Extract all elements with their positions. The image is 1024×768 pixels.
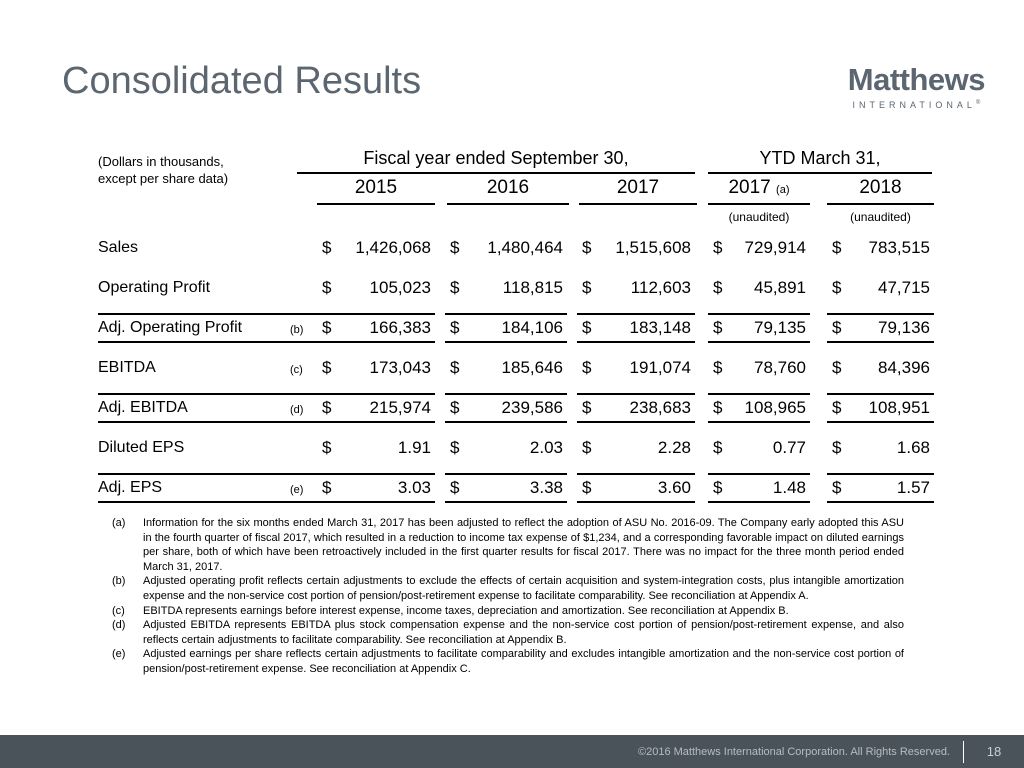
footnote-text: Adjusted EBITDA represents EBITDA plus stock compensation expense and the non-service cost portion of pension/post-retirement expense, and also reflects certain adjustments to facilitate comparability. See reconciliation at Appendix B.: [143, 619, 904, 646]
value-cell: [445, 438, 567, 458]
footnote-b: [112, 574, 904, 603]
value: 184,106: [501, 318, 563, 337]
footnote-text: Adjusted operating profit reflects certain adjustments to exclude the effects of certain acquisition and system-integration costs, plus intangible amortization expense and the non-service cost portion of pension/post-retirement expense to facilitate comparability. See reconciliation at Appendix A.: [143, 575, 904, 602]
currency-symbol: $: [832, 238, 842, 257]
table-row-ebitda: [98, 348, 934, 388]
currency-symbol: $: [450, 398, 460, 417]
currency-symbol: $: [322, 358, 332, 377]
row-label: Adj. EBITDA: [98, 399, 188, 416]
column-header-2017: 2017: [579, 177, 697, 205]
page-title: Consolidated Results: [62, 60, 422, 102]
value-cell: [445, 278, 567, 298]
value: 112,603: [630, 278, 691, 297]
value: 729,914: [744, 238, 806, 257]
column-header-2016: 2016: [447, 177, 569, 205]
currency-symbol: $: [832, 478, 842, 497]
value-cell: [708, 278, 810, 298]
row-label: Adj. EPS: [98, 479, 163, 496]
currency-symbol: $: [322, 478, 332, 497]
value: 185,646: [501, 358, 563, 377]
value: 108,965: [744, 398, 806, 417]
group-header-ytd: YTD March 31,: [708, 148, 932, 174]
table-row-operating-profit: [98, 268, 934, 308]
value-cell: [577, 438, 695, 458]
row-label: Diluted EPS: [98, 439, 185, 456]
currency-symbol: $: [450, 478, 460, 497]
row-footnote-ref: [290, 287, 317, 290]
value-cell: [577, 318, 695, 338]
value-cell: [827, 278, 934, 298]
value: 108,951: [868, 398, 930, 417]
currency-symbol: $: [713, 238, 723, 257]
row-footnote-ref: [290, 247, 317, 250]
value: 2.28: [657, 438, 691, 457]
value: 45,891: [754, 278, 806, 297]
value-cell: [827, 318, 934, 338]
value: 79,135: [754, 318, 806, 337]
unaudited-label: (unaudited): [728, 210, 790, 224]
table-row-adj-operating-profit: [98, 308, 934, 348]
value-cell: [317, 478, 435, 498]
value: 1,480,464: [487, 238, 563, 257]
currency-symbol: $: [832, 278, 842, 297]
currency-symbol: $: [450, 438, 460, 457]
value: 1,515,608: [615, 238, 691, 257]
table-header: [98, 148, 934, 228]
table-row-adj-eps: [98, 468, 934, 508]
value-cell: [827, 438, 934, 458]
value: 3.38: [529, 478, 563, 497]
currency-symbol: $: [322, 438, 332, 457]
slide-footer: [0, 735, 1024, 768]
value: 215,974: [369, 398, 431, 417]
value-cell: [708, 398, 810, 418]
value-cell: [827, 478, 934, 498]
footnote-ref-a: (a): [776, 184, 790, 196]
value-cell: [445, 318, 567, 338]
currency-symbol: $: [450, 358, 460, 377]
value: 118,815: [502, 278, 563, 297]
value-cell: [708, 438, 810, 458]
footnote-text: Information for the six months ended March 31, 2017 has been adjusted to reflect the adoption of ASU No. 2016-09. The Company early adopted this ASU in the fourth quarter of fiscal 2017, which resulted in a reduction to income tax expense of $1,234, and a corresponding favorable impact on diluted earnings per share, both of which have been retroactively included in the first quarter results for fiscal 2017. There was no impact for the three month period ended March 31, 2017.: [143, 517, 904, 573]
value-cell: [317, 398, 435, 418]
currency-symbol: $: [582, 398, 592, 417]
value: 84,396: [878, 358, 930, 377]
value: 105,023: [369, 278, 431, 297]
value-cell: [317, 438, 435, 458]
value-cell: [708, 238, 810, 258]
value: 1.91: [397, 438, 431, 457]
registered-mark: ®: [975, 99, 981, 106]
value: 47,715: [878, 278, 930, 297]
value-cell: [827, 398, 934, 418]
row-footnote-ref: (e): [290, 483, 304, 496]
footnote-e: [112, 647, 904, 676]
company-logo: [848, 64, 985, 110]
value-cell: [577, 478, 695, 498]
value-cell: [708, 318, 810, 338]
value: 78,760: [754, 358, 806, 377]
column-header-ytd-2017: 2017 (a): [708, 177, 810, 205]
footnote-text: Adjusted earnings per share reflects certain adjustments to facilitate comparability and excludes intangible amortization and the non-service cost portion of pension/post-retirement expense. See reconciliation at Appendix C.: [143, 648, 904, 675]
currency-symbol: $: [713, 318, 723, 337]
value-cell: [317, 278, 435, 298]
row-label: Operating Profit: [98, 279, 211, 296]
logo-brand-text: Matthews: [847, 62, 985, 97]
value-cell: [708, 358, 810, 378]
footnote-letter: (d): [112, 619, 126, 632]
value-cell: [445, 238, 567, 258]
value: 166,383: [369, 318, 431, 337]
currency-symbol: $: [450, 278, 460, 297]
table-row-diluted-eps: [98, 428, 934, 468]
value: 1.48: [772, 478, 806, 497]
currency-symbol: $: [713, 438, 723, 457]
currency-symbol: $: [832, 398, 842, 417]
currency-symbol: $: [322, 238, 332, 257]
value: 238,683: [629, 398, 691, 417]
footnote-letter: (b): [112, 575, 126, 588]
currency-symbol: $: [832, 438, 842, 457]
value-cell: [445, 358, 567, 378]
value-cell: [577, 238, 695, 258]
value-cell: [827, 358, 934, 378]
group-header-fiscal-year: Fiscal year ended September 30,: [297, 148, 695, 174]
currency-symbol: $: [450, 318, 460, 337]
currency-symbol: $: [713, 358, 723, 377]
row-footnote-ref: (b): [290, 323, 304, 336]
currency-symbol: $: [713, 398, 723, 417]
footnote-text: EBITDA represents earnings before interest expense, income taxes, depreciation and amortization. See reconciliation at Appendix B.: [143, 604, 789, 617]
currency-symbol: $: [582, 358, 592, 377]
financial-results-table: [98, 148, 934, 508]
value: 173,043: [369, 358, 431, 377]
column-header-2015: 2015: [317, 177, 435, 205]
value-cell: [317, 238, 435, 258]
value-cell: [827, 238, 934, 258]
currency-symbol: $: [713, 278, 723, 297]
value: 3.60: [657, 478, 691, 497]
table-row-adj-ebitda: [98, 388, 934, 428]
currency-symbol: $: [582, 318, 592, 337]
value: 1.57: [896, 478, 930, 497]
currency-symbol: $: [322, 318, 332, 337]
currency-symbol: $: [582, 278, 592, 297]
value-cell: [577, 278, 695, 298]
currency-symbol: $: [322, 278, 332, 297]
footnotes-section: [112, 516, 904, 677]
units-note: (Dollars in thousands, except per share data): [98, 154, 229, 186]
footnote-letter: (c): [112, 604, 125, 617]
copyright-text: ©2016 Matthews International Corporation. All Rights Reserved.: [638, 745, 950, 758]
row-label: Sales: [98, 239, 139, 256]
value-cell: [577, 398, 695, 418]
value: 79,136: [878, 318, 930, 337]
value-cell: [317, 358, 435, 378]
value: 191,074: [629, 358, 691, 377]
value: 3.03: [397, 478, 431, 497]
value: 1.68: [896, 438, 930, 457]
footnote-letter: (e): [112, 648, 126, 661]
unaudited-label: (unaudited): [850, 210, 911, 224]
value-cell: [577, 358, 695, 378]
value-cell: [708, 478, 810, 498]
value: 183,148: [629, 318, 691, 337]
value: 2.03: [529, 438, 563, 457]
value: 1,426,068: [355, 238, 431, 257]
currency-symbol: $: [832, 318, 842, 337]
footnote-a: [112, 516, 904, 574]
currency-symbol: $: [582, 238, 592, 257]
currency-symbol: $: [322, 398, 332, 417]
footnote-d: [112, 618, 904, 647]
page-number: 18: [986, 744, 1002, 759]
currency-symbol: $: [832, 358, 842, 377]
row-footnote-ref: (d): [290, 403, 304, 416]
row-footnote-ref: [290, 447, 317, 450]
row-label: Adj. Operating Profit: [98, 319, 243, 336]
row-label: EBITDA: [98, 359, 156, 376]
value: 0.77: [772, 438, 806, 457]
value-cell: [445, 478, 567, 498]
column-header-ytd-2018: 2018: [827, 177, 934, 205]
value: 239,586: [501, 398, 563, 417]
table-row-sales: [98, 228, 934, 268]
currency-symbol: $: [450, 238, 460, 257]
currency-symbol: $: [582, 478, 592, 497]
value: 783,515: [868, 238, 930, 257]
currency-symbol: $: [713, 478, 723, 497]
value-cell: [317, 318, 435, 338]
row-footnote-ref: (c): [290, 363, 303, 376]
logo-subtitle: INTERNATIONAL®: [852, 99, 981, 110]
footnote-letter: (a): [112, 517, 126, 529]
value-cell: [445, 398, 567, 418]
currency-symbol: $: [582, 438, 592, 457]
footnote-c: [112, 604, 904, 619]
